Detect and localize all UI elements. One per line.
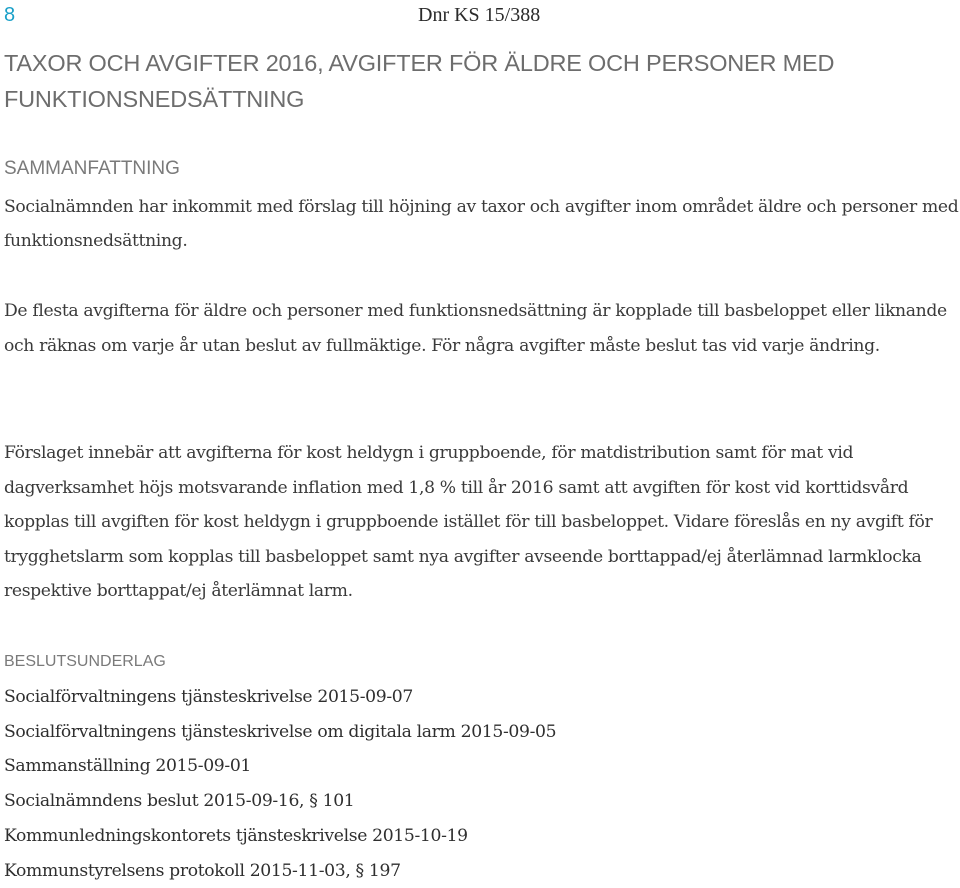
decision-basis-list <box>4 680 556 888</box>
summary-paragraph: Förslaget innebär att avgifterna för kost heldygn i gruppboende, för matdistribution samt för mat vid dagverksamhet höjs motsvarande inflation med 1,8 % till år 2016 samt att avgiften för kost vid korttidsvård kopplas till avgiften för kost heldygn i gruppboende istället för till basbeloppet. Vidare föreslås en ny avgift för trygghetslarm som kopplas till basbeloppet samt nya avgifter avseende borttappad/ej återlämnad larmklocka respektive borttappat/ej återlämnat larm. <box>4 443 933 601</box>
list-item: Socialförvaltningens tjänsteskrivelse om digitala larm 2015-09-05 <box>4 721 557 742</box>
document-title: TAXOR OCH AVGIFTER 2016, AVGIFTER FÖR ÄLDRE OCH PERSONER MED FUNKTIONSNEDSÄTTNING <box>4 50 835 112</box>
summary-heading: SAMMANFATTNING <box>4 158 180 179</box>
list-item: Socialförvaltningens tjänsteskrivelse 2015-09-07 <box>4 687 413 707</box>
decision-basis-heading: BESLUTSUNDERLAG <box>4 653 166 670</box>
list-item: Kommunstyrelsens protokoll 2015-11-03, § 197 <box>4 860 401 881</box>
reference-number: Dnr KS 15/388 <box>418 4 541 26</box>
page-header <box>4 4 564 30</box>
list-item: Kommunledningskontorets tjänsteskrivelse 2015-10-19 <box>4 825 468 846</box>
summary-paragraph: Socialnämnden har inkommit med förslag till höjning av taxor och avgifter inom området äldre och personer med funktionsnedsättning. <box>4 197 959 251</box>
list-item: Sammanställning 2015-09-01 <box>4 756 252 777</box>
page-number: 8 <box>4 4 16 26</box>
list-item: Socialnämndens beslut 2015-09-16, § 101 <box>4 791 355 812</box>
summary-paragraph: De flesta avgifterna för äldre och personer med funktionsnedsättning är kopplade till basbeloppet eller liknande och räknas om varje år utan beslut av fullmäktige. För några avgifter måste beslut tas vid varje ändring. <box>4 301 947 356</box>
